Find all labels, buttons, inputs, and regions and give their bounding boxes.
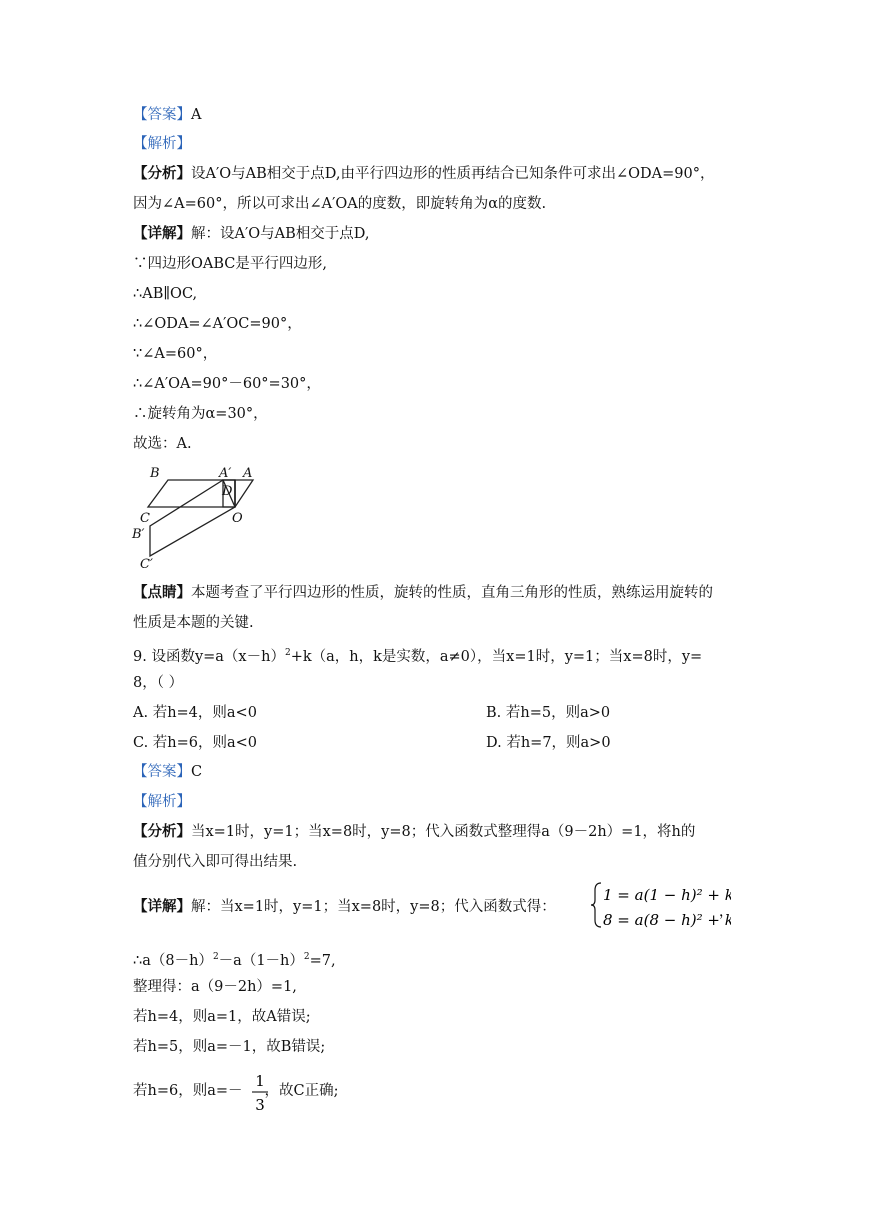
label-A: A [243,466,253,481]
label-O: O [232,511,243,526]
q9-step-3: 若h=4，则a=1，故A错误; [133,1009,311,1025]
q9-step-4: 若h=5，则a=－1，故B错误; [133,1039,326,1055]
q8-step-1: ∵四边形OABC是平行四边形, [133,256,327,272]
label-D: D [222,484,233,499]
detail-text: 解：设A′O与AB相交于点D, [191,226,370,242]
system-equation-2: 8 = a(8 − h)² + k [603,911,731,929]
stem-part-a: 9. 设函数y=a（x－h） [133,649,285,665]
parallelogram-rotation-figure [128,460,268,572]
q9-answer-line [133,762,202,782]
answer-value: A [191,107,202,123]
answer-tag: 【答案】 [133,107,191,123]
fraction-one-third [250,1068,270,1118]
step1-part-c: =7, [309,953,336,969]
step1-exp1: 2 [212,952,219,962]
analysis-text: 当x=1时，y=1；当x=8时，y=8；代入函数式整理得a（9－2h）=1，将h的 [191,824,696,840]
q9-step-2: 整理得：a（9－2h）=1, [133,979,297,995]
q8-step-6: ∴旋转角为α=30°， [133,406,268,422]
q8-analysis-line1 [133,164,714,184]
detail-label: 【详解】 [133,225,191,242]
q9-analysis-line1 [133,822,695,842]
q8-step-7: 故选：A. [133,436,192,452]
q9-stem-line1 [133,643,702,667]
q9-step-1 [133,947,336,971]
q8-step-5: ∴∠A′OA=90°－60°=30°， [133,376,321,392]
analysis-label: 【分析】 [133,823,191,840]
fraction-numerator: 1 [255,1072,265,1090]
q8-step-4: ∵∠A=60°， [133,346,218,362]
step1-exp2: 2 [303,952,310,962]
step1-part-a: ∴a（8－h） [133,953,213,969]
q9-option-D: D. 若h=7，则a>0 [486,735,611,751]
q8-comment-line2: 性质是本题的关键. [133,615,254,631]
answer-value: C [191,764,203,780]
fraction-denominator: 3 [255,1096,265,1114]
q8-answer-line [133,105,201,125]
q8-detail-line1 [133,224,370,244]
step5-part-b: ，故C正确; [264,1083,339,1099]
q9-detail-line1 [133,897,556,917]
comment-text: 本题考查了平行四边形的性质，旋转的性质，直角三角形的性质，熟练运用旋转的 [191,585,713,601]
q8-analysis-tag: 【解析】 [133,136,191,152]
stem-part-b: +k（a，h，k是实数，a≠0），当x=1时，y=1；当x=8时，y= [290,649,703,665]
step5-part-a: 若h=6，则a=－ [133,1083,243,1099]
q9-option-A: A. 若h=4，则a<0 [133,705,257,721]
q9-stem-line2: 8，（ ） [133,675,184,691]
q8-comment-line1 [133,583,713,603]
q8-analysis-line2: 因为∠A=60°，所以可求出∠A′OA的度数，即旋转角为α的度数. [133,196,547,212]
q9-analysis-tag: 【解析】 [133,794,191,810]
q9-option-B: B. 若h=5，则a>0 [486,705,611,721]
label-B: B [150,466,160,481]
q8-step-2: ∴AB∥OC, [133,286,198,302]
detail-label: 【详解】 [133,898,191,915]
label-A-prime: A′ [219,466,232,481]
brace-icon [591,883,601,927]
q8-step-3: ∴∠ODA=∠A′OC=90°， [133,316,302,332]
analysis-text: 设A′O与AB相交于点D,由平行四边形的性质再结合已知条件可求出∠ODA=90°， [191,166,715,182]
comment-label: 【点睛】 [133,584,191,601]
label-B-prime: B′ [132,527,145,542]
q9-step-5 [133,1081,339,1101]
equation-system [591,880,731,930]
detail-text: 解：当x=1时，y=1；当x=8时，y=8；代入函数式得： [191,899,556,915]
analysis-label: 【分析】 [133,165,191,182]
q9-option-C: C. 若h=6，则a<0 [133,735,258,751]
label-C: C [140,511,150,526]
step1-part-b: －a（1－h） [218,953,304,969]
system-tail [719,904,731,920]
stem-exponent: 2 [284,648,291,658]
system-equation-1: 1 = a(1 − h)² + k [603,886,731,904]
q9-analysis-line2: 值分别代入即可得出结果. [133,854,298,870]
answer-tag: 【答案】 [133,764,191,780]
label-C-prime: C′ [140,557,153,572]
